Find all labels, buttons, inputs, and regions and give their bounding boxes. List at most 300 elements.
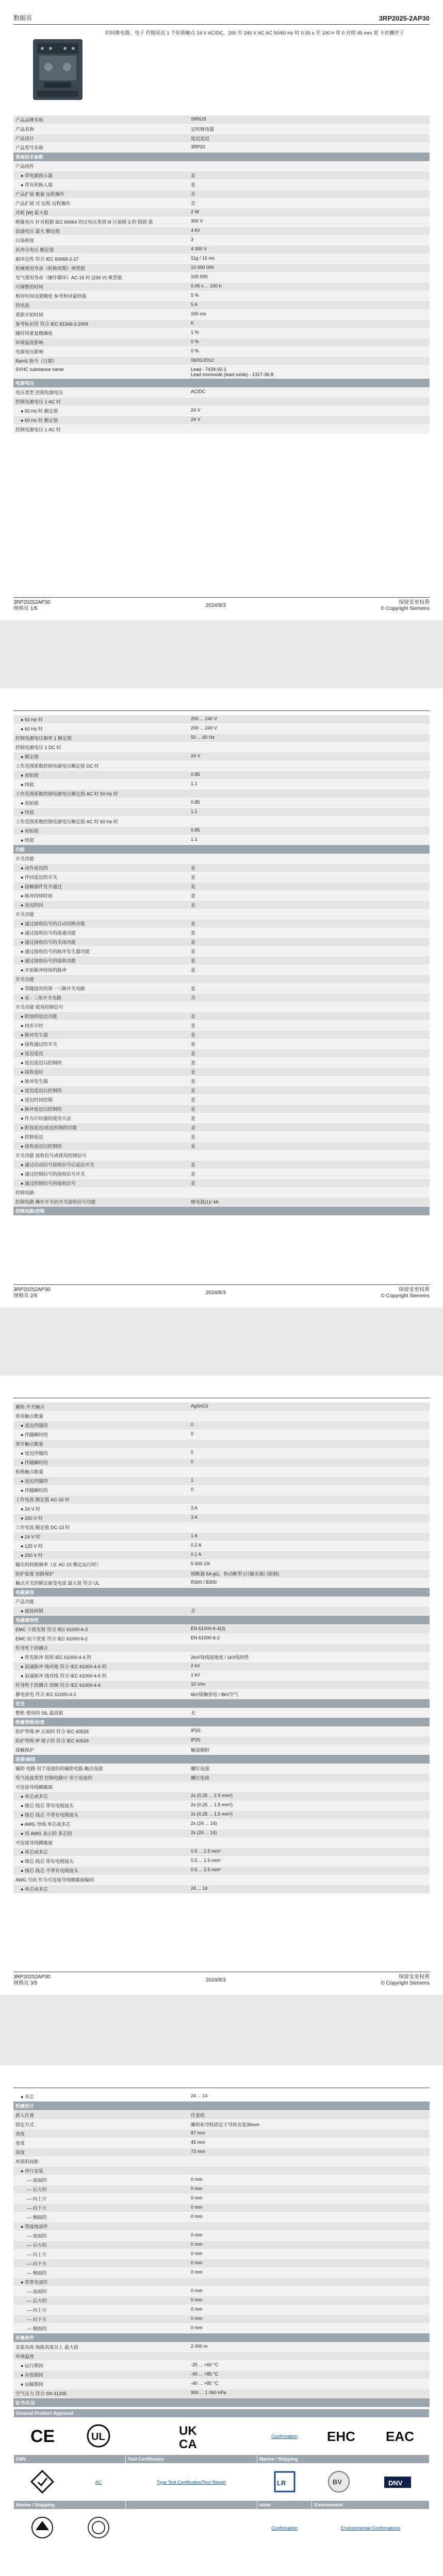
spec-label: ● 单芯或多芯 [13, 1792, 189, 1801]
spec-label: ● 250 V 时 [13, 1551, 189, 1560]
spec-value: AgSnO2 [189, 1402, 430, 1412]
spec-row [13, 901, 430, 910]
spec-row [13, 366, 430, 379]
spec-row [13, 2380, 430, 2389]
spec-row [13, 743, 430, 752]
spec-value [189, 1188, 430, 1197]
spec-label: ● 单芯或多芯 [13, 1848, 189, 1857]
spec-label: — 侧面的 [13, 2268, 189, 2278]
spec-value: 是 [189, 1123, 430, 1132]
approvals-heading-test: Test Certificates [125, 2455, 257, 2464]
spec-label: 嵌入位置 [13, 2111, 189, 2120]
spec-row [13, 1579, 430, 1588]
spec-label: 防护等级 IP 端子的 符合 IEC 60529 [13, 1736, 189, 1745]
spec-row [13, 1551, 430, 1560]
section-title: 电源电压 [13, 379, 189, 388]
spec-value: 300 V [189, 217, 430, 227]
lloyds-register-icon [257, 2464, 312, 2501]
spec-label: ● 初始值 [13, 771, 189, 780]
spec-row [13, 1885, 430, 1894]
section-header-row [13, 1755, 430, 1764]
spec-row [13, 780, 430, 789]
spec-label: 工作电流 额定值 AC-15 时 [13, 1495, 189, 1504]
spec-value [189, 1439, 430, 1449]
approvals-heading-blank [125, 2501, 257, 2510]
spec-row [13, 882, 430, 891]
spec-row [13, 1681, 430, 1690]
spec-row [13, 171, 430, 180]
spec-value: -40 ... +85 °C [189, 2380, 430, 2389]
spec-row [13, 1197, 430, 1207]
spec-label: 控制电源电压 1 AC 时 [13, 397, 189, 406]
spec-label: ● 带有转换入端 [13, 180, 189, 190]
spec-row [13, 236, 430, 245]
spec-value: 4 kV [189, 227, 430, 236]
spec-row [13, 910, 430, 919]
spec-value [189, 1755, 430, 1764]
spec-label: — 侧面的 [13, 2324, 189, 2333]
svg-text:CA: CA [178, 2437, 197, 2451]
spec-value: 2x (0.25 ... 1.5 mm²) [189, 1810, 430, 1820]
spec-row [13, 425, 430, 434]
spec-value: 0 [189, 1430, 430, 1439]
spec-row [13, 1170, 430, 1179]
spec-label: 工作范围系数控制电源电压额定值 AC 时 50 Hz 时 [13, 789, 189, 799]
spec-value: 5 A [189, 301, 430, 310]
spec-row [13, 1160, 430, 1170]
product-image [13, 30, 101, 107]
spec-row [13, 965, 430, 975]
spec-label: ● 接收延时 [13, 1067, 189, 1077]
section-header-row [13, 2333, 430, 2343]
spec-row [13, 2176, 430, 2185]
svg-text:DNV: DNV [388, 2479, 403, 2487]
spec-value [189, 2352, 430, 2361]
spec-label: — 向上方 [13, 2250, 189, 2259]
spec-row [13, 873, 430, 882]
abs-mark-icon [14, 2510, 72, 2547]
spec-value: 0 [189, 1449, 430, 1458]
spec-value: 0.5 ... 2.5 mm² [189, 1866, 430, 1875]
spec-row [13, 1132, 430, 1142]
spec-label: 产品品牌名称 [13, 115, 189, 125]
spec-row [13, 928, 430, 938]
spec-row [13, 1151, 430, 1160]
ehc-mark-icon [312, 2418, 366, 2455]
spec-label: ● 脉冲发生器 [13, 1030, 189, 1040]
spec-value: 是 [189, 1030, 430, 1040]
spec-label: 辅助 电路 用于连接的的辅助电路 触点连接 [13, 1764, 189, 1773]
spec-label: ● 细芯 线芯 不带有电缆接头 [13, 1866, 189, 1875]
section-title: 机械设计 [13, 2102, 189, 2111]
spec-row [13, 329, 430, 338]
spec-value: 0 % [189, 338, 430, 347]
spec-value: 2x (0.25 ... 2.5 mm²) [189, 1792, 430, 1801]
spec-row [13, 984, 430, 993]
spec-label: 开关功能 [13, 854, 189, 863]
spec-value: 87 mm [189, 2129, 430, 2139]
spec-row [13, 199, 430, 208]
spec-row [13, 2278, 430, 2287]
spec-label: 常用触点数量 [13, 1412, 189, 1421]
spec-row [13, 1866, 430, 1875]
spec-row [13, 2343, 430, 2352]
spec-value: 是 [189, 1077, 430, 1086]
spec-value: 24 V [189, 406, 430, 416]
spec-row [13, 1690, 430, 1699]
spec-label: 转换触点数量 [13, 1467, 189, 1477]
spec-row [13, 1458, 430, 1467]
spec-row [13, 2259, 430, 2268]
spec-row [13, 255, 430, 264]
spec-value [189, 854, 430, 863]
spec-label: 控制电路 [13, 1188, 189, 1197]
spec-value [189, 817, 430, 826]
spec-label: — 向上方 [13, 2194, 189, 2204]
spec-label: ● 存放期间 [13, 2370, 189, 2380]
spec-value: 100 000 [189, 273, 430, 282]
spec-row [13, 752, 430, 761]
spec-value: 2kV/每线接地度 / 1kV线间性 [189, 1653, 430, 1662]
page-3 [0, 1376, 443, 1995]
spec-value: 是 [189, 965, 430, 975]
page-2 [0, 688, 443, 1308]
spec-value: 熔断器 5A gG，快动断型 (只输出端口限制) [189, 1569, 430, 1579]
spec-value: IP20 [189, 1736, 430, 1745]
page-header [13, 1385, 430, 1398]
spec-label: ● 延迟延迟 [13, 1049, 189, 1058]
section-title: 环境条件 [13, 2333, 189, 2343]
spec-value [189, 1783, 430, 1792]
spec-row [13, 2120, 430, 2129]
spec-label: ● 控制延迟 [13, 1132, 189, 1142]
spec-value: 1 kV [189, 1671, 430, 1681]
spec-value: 0 % [189, 347, 430, 357]
spec-row [13, 162, 430, 171]
spec-row [13, 180, 430, 190]
spec-label: 浪涌电压 最大 额定值 [13, 227, 189, 236]
section-header-row [13, 1207, 430, 1216]
footer-code: 3RP20252AP30 [13, 1974, 51, 1980]
spec-row [13, 1736, 430, 1745]
spec-label: ● 通过接收信号的接收功能 [13, 956, 189, 965]
spec-row [13, 1123, 430, 1132]
spec-label: ● 细芯 线芯 不带有电缆接头 [13, 1810, 189, 1820]
spec-row [13, 1504, 430, 1514]
spec-row [13, 2194, 430, 2204]
spec-row [13, 2389, 430, 2398]
spec-label: ● 带接地部件 [13, 2222, 189, 2231]
spec-row [13, 1439, 430, 1449]
spec-label: ● AWG 导线 单芯或多芯 [13, 1820, 189, 1829]
header-label: 数据页 [13, 14, 32, 22]
ac-link[interactable]: AC [71, 2464, 125, 2501]
spec-label: — 向下方 [13, 2204, 189, 2213]
spec-row [13, 1067, 430, 1077]
spec-value [189, 975, 430, 984]
spec-row [13, 1569, 430, 1579]
spec-label: 随时间重复精确度 [13, 329, 189, 338]
spec-value [189, 162, 430, 171]
spec-table-1 [13, 115, 430, 434]
spec-row [13, 724, 430, 734]
spec-label: 控制电源电压频率 1 额定值 [13, 734, 189, 743]
spec-value: 0.5 ... 2.5 mm² [189, 1848, 430, 1857]
spec-row [13, 1838, 430, 1848]
spec-label: ● 通过控制信号的接收信号开关 [13, 1170, 189, 1179]
spec-value: -25 ... +60 °C [189, 2361, 430, 2370]
spec-value: 06/01/2012 [189, 357, 430, 366]
spec-value: 是 [189, 1160, 430, 1170]
spec-value: 螺钉连接 [189, 1773, 430, 1783]
spec-value [189, 1643, 430, 1653]
spec-label: 抗冲击电压 额定值 [13, 245, 189, 255]
spec-value: 200 ... 240 V [189, 715, 430, 724]
spec-row [13, 388, 430, 397]
header-product-code: 3RP2025-2AP30 [379, 14, 430, 22]
footer-rights: 保留变更权利 [399, 1287, 430, 1293]
spec-value [189, 1495, 430, 1504]
spec-label: — 后方的 [13, 2241, 189, 2250]
spec-row [13, 143, 430, 152]
spec-row [13, 2296, 430, 2306]
spec-row [13, 1095, 430, 1105]
spec-label: 机械使用寿命（转换周期）典型值 [13, 264, 189, 273]
spec-row [13, 2148, 430, 2157]
spec-value [189, 1597, 430, 1606]
confirmation-link[interactable]: Confirmation [257, 2418, 312, 2455]
spec-row [13, 2111, 430, 2120]
spec-value: 0 mm [189, 2324, 430, 2333]
footer-copyright: © Copyright Siemens [381, 1293, 430, 1299]
spec-row [13, 734, 430, 743]
intro-section [13, 25, 430, 115]
page-header [13, 9, 430, 25]
spec-row [13, 2129, 430, 2139]
spec-value: 是 [189, 1012, 430, 1021]
spec-label: 重新开始时间 [13, 310, 189, 319]
spec-value [189, 1699, 430, 1708]
spec-value: 是 [189, 938, 430, 947]
svg-text:EHC: EHC [327, 2428, 356, 2444]
spec-row [13, 1477, 430, 1486]
spec-value [189, 845, 430, 854]
spec-label: 深度 [13, 2148, 189, 2157]
spec-row [13, 1810, 430, 1820]
footer-copyright: © Copyright Siemens [381, 606, 430, 612]
footer-rights: 保留变更权利 [399, 600, 430, 605]
spec-row [13, 1467, 430, 1477]
spec-value: 0.5 ... 1.5 mm² [189, 1857, 430, 1866]
spec-row [13, 1643, 430, 1653]
spec-value: 3RP20 [189, 143, 430, 152]
spec-label: 接触保护 [13, 1745, 189, 1755]
spec-label: ● 同步计时 [13, 1021, 189, 1030]
spec-value: 否 [189, 190, 430, 199]
spec-label: RoHS 指令（日期） [13, 357, 189, 366]
spec-row [13, 2213, 430, 2222]
ce-mark-icon [14, 2418, 72, 2455]
spec-value: 是 [189, 984, 430, 993]
spec-label: 产品组件 [13, 162, 189, 171]
spec-row [13, 1541, 430, 1551]
section-title: 连接/接线 [13, 1755, 189, 1764]
spec-row [13, 1188, 430, 1197]
svg-text:CE: CE [30, 2426, 55, 2446]
spec-value: 11g / 15 ms [189, 255, 430, 264]
spec-label: 所需的间距 [13, 2157, 189, 2166]
page-4 [0, 2065, 443, 2576]
footer-page: 规格页 1/5 [13, 606, 38, 612]
spec-row [13, 1179, 430, 1188]
spec-value: 73 mm [189, 2148, 430, 2157]
spec-label: ● 延迟伴随的 [13, 1421, 189, 1430]
spec-value [189, 761, 430, 771]
spec-value [189, 1523, 430, 1532]
spec-value [189, 1207, 430, 1216]
spec-row [13, 938, 430, 947]
spec-label: 电压类型 控制电源电压 [13, 388, 189, 397]
svg-text:LR: LR [276, 2479, 286, 2487]
spec-label: 产品扩展 可 远程 远程操作 [13, 199, 189, 208]
spec-label: ● 延迟延迟以控制的 [13, 1086, 189, 1095]
other-confirmation-link[interactable]: Confirmation [257, 2510, 312, 2547]
spec-value: 否 [189, 199, 430, 208]
spec-value: 是 [189, 873, 430, 882]
spec-value: 是 [189, 1049, 430, 1058]
spec-label: ● 延迟伴随的 [13, 1477, 189, 1486]
spec-value: 0.2 A [189, 1541, 430, 1551]
spec-table-3 [13, 1402, 430, 1894]
spec-label: ● 细芯 线芯 带有电缆接头 [13, 1857, 189, 1866]
spec-value [189, 425, 430, 434]
spec-value: 0 mm [189, 2306, 430, 2315]
spec-row [13, 1142, 430, 1151]
spec-label: ● 终值 [13, 836, 189, 845]
spec-label: ● 接触器件发开通过 [13, 882, 189, 891]
spec-label: 工作电流 额定值 DC-13 时 [13, 1523, 189, 1532]
spec-value: 900 ... 1 060 hPa [189, 2389, 430, 2398]
section-title: 电磁兼容性 [13, 1616, 189, 1625]
spec-label: ● 125 V 时 [13, 1541, 189, 1551]
spec-value: 3 A [189, 1504, 430, 1514]
spec-label: 传导性干扰耦合 [13, 1643, 189, 1653]
spec-row [13, 2352, 430, 2361]
spec-row [13, 1606, 430, 1616]
spec-row [13, 2306, 430, 2315]
spec-row [13, 338, 430, 347]
spec-value: 延迟延迟 [189, 134, 430, 143]
spec-row [13, 919, 430, 928]
spec-value: 是 [189, 882, 430, 891]
spec-label: ● 作为计时器的使用方法 [13, 1114, 189, 1123]
environmental-confirmations-link[interactable]: Environmental Confirmations [312, 2510, 430, 2547]
spec-label: AWG 号码 作为可连接导线横截面编码 [13, 1875, 189, 1885]
spec-label: — 后方的 [13, 2185, 189, 2194]
spec-value: 0 mm [189, 2241, 430, 2250]
spec-value: 6kV接触放电 / 8kV空气 [189, 1690, 430, 1699]
spec-value [189, 2222, 430, 2231]
spec-label: ● 附加的延迟功能 [13, 1012, 189, 1021]
ul-mark-icon [71, 2418, 125, 2455]
spec-value [189, 379, 430, 388]
spec-row [13, 115, 430, 125]
section-title: 功能 [13, 845, 189, 854]
spec-value [189, 910, 430, 919]
spec-value: 0 mm [189, 2315, 430, 2324]
spec-label: ● 星 - 三角开关电路 [13, 993, 189, 1003]
spec-label: 电气使用寿命（操作循环）AC-15 时 (230 V) 典型值 [13, 273, 189, 282]
spec-label: ● 猝发脉冲 按照 IEC 61000-4-4 的 [13, 1653, 189, 1662]
footer-code: 3RP20252AP30 [13, 1287, 51, 1293]
spec-label: ● 动作延迟的 [13, 863, 189, 873]
spec-value: 是 [189, 1179, 430, 1188]
spec-row [13, 817, 430, 826]
spec-row [13, 282, 430, 292]
spec-row [13, 947, 430, 956]
spec-row [13, 1662, 430, 1671]
type-test-certificates-link[interactable]: Type Test Certificates/Test Report [125, 2464, 257, 2501]
spec-value: 5 % [189, 292, 430, 301]
spec-label: 可调整的时间 [13, 282, 189, 292]
spec-value [189, 1588, 430, 1597]
spec-label: 环境温度影响 [13, 338, 189, 347]
spec-label: ● 250 V 时 [13, 1514, 189, 1523]
spec-value: EN 61000-6-2 [189, 1634, 430, 1643]
spec-label: 电气连接类型 控制电路中 用于连接的 [13, 1773, 189, 1783]
spec-label: EMC 抗干扰度 符合 IEC 61000-6-2 [13, 1634, 189, 1643]
spec-label: ● 60 Hz 时 额定值 [13, 416, 189, 425]
spec-label: 开关功能 [13, 910, 189, 919]
section-header-row [13, 379, 430, 388]
spec-value: 0.1 A [189, 1551, 430, 1560]
spec-value: 0.85 [189, 771, 430, 780]
spec-row [13, 2139, 430, 2148]
spec-value: 0 [189, 1458, 430, 1467]
spec-label: ● 带电源指示器 [13, 171, 189, 180]
spec-row [13, 1820, 430, 1829]
spec-label: 绝缘电压 针对根据 IEC 60664 的过电压类别 III 污染级 3 的 阻值 值 [13, 217, 189, 227]
spec-label: 产品型号名称 [13, 143, 189, 152]
spec-label: 耐冲击性 符合 IEC 60068-2-27 [13, 255, 189, 264]
spec-value: 继电器(1)/ 4A [189, 1197, 430, 1207]
spec-label: ● 延迟延迟以控制的 [13, 1058, 189, 1067]
spec-label: ● 延迟的回 [13, 901, 189, 910]
approvals-heading-environment: Environment [312, 2501, 430, 2510]
spec-value [189, 1003, 430, 1012]
spec-value: 否 [189, 993, 430, 1003]
spec-value: 是 [189, 1067, 430, 1077]
page-header [13, 2075, 430, 2088]
spec-row [13, 1086, 430, 1095]
spec-label: — 侧面的 [13, 2213, 189, 2222]
spec-label: 污染程度 [13, 236, 189, 245]
spec-value [189, 152, 430, 162]
spec-row [13, 397, 430, 406]
spec-table-2 [13, 715, 430, 1216]
spec-row [13, 2204, 430, 2213]
spec-label: 开关功能 使用控制信号 [13, 1003, 189, 1012]
approvals-table [13, 2409, 430, 2547]
section-title: 证书/认证 [13, 2398, 189, 2408]
spec-value: 0 mm [189, 2296, 430, 2306]
spec-value [189, 2157, 430, 2166]
footer-page: 规格页 2/5 [13, 1293, 38, 1299]
spec-label: ● 延迟时间控制 [13, 1095, 189, 1105]
spec-value: 24 ... 14 [189, 2092, 430, 2102]
spec-value [189, 1151, 430, 1160]
section-title: 绝缘等级/标准 [13, 1718, 189, 1727]
